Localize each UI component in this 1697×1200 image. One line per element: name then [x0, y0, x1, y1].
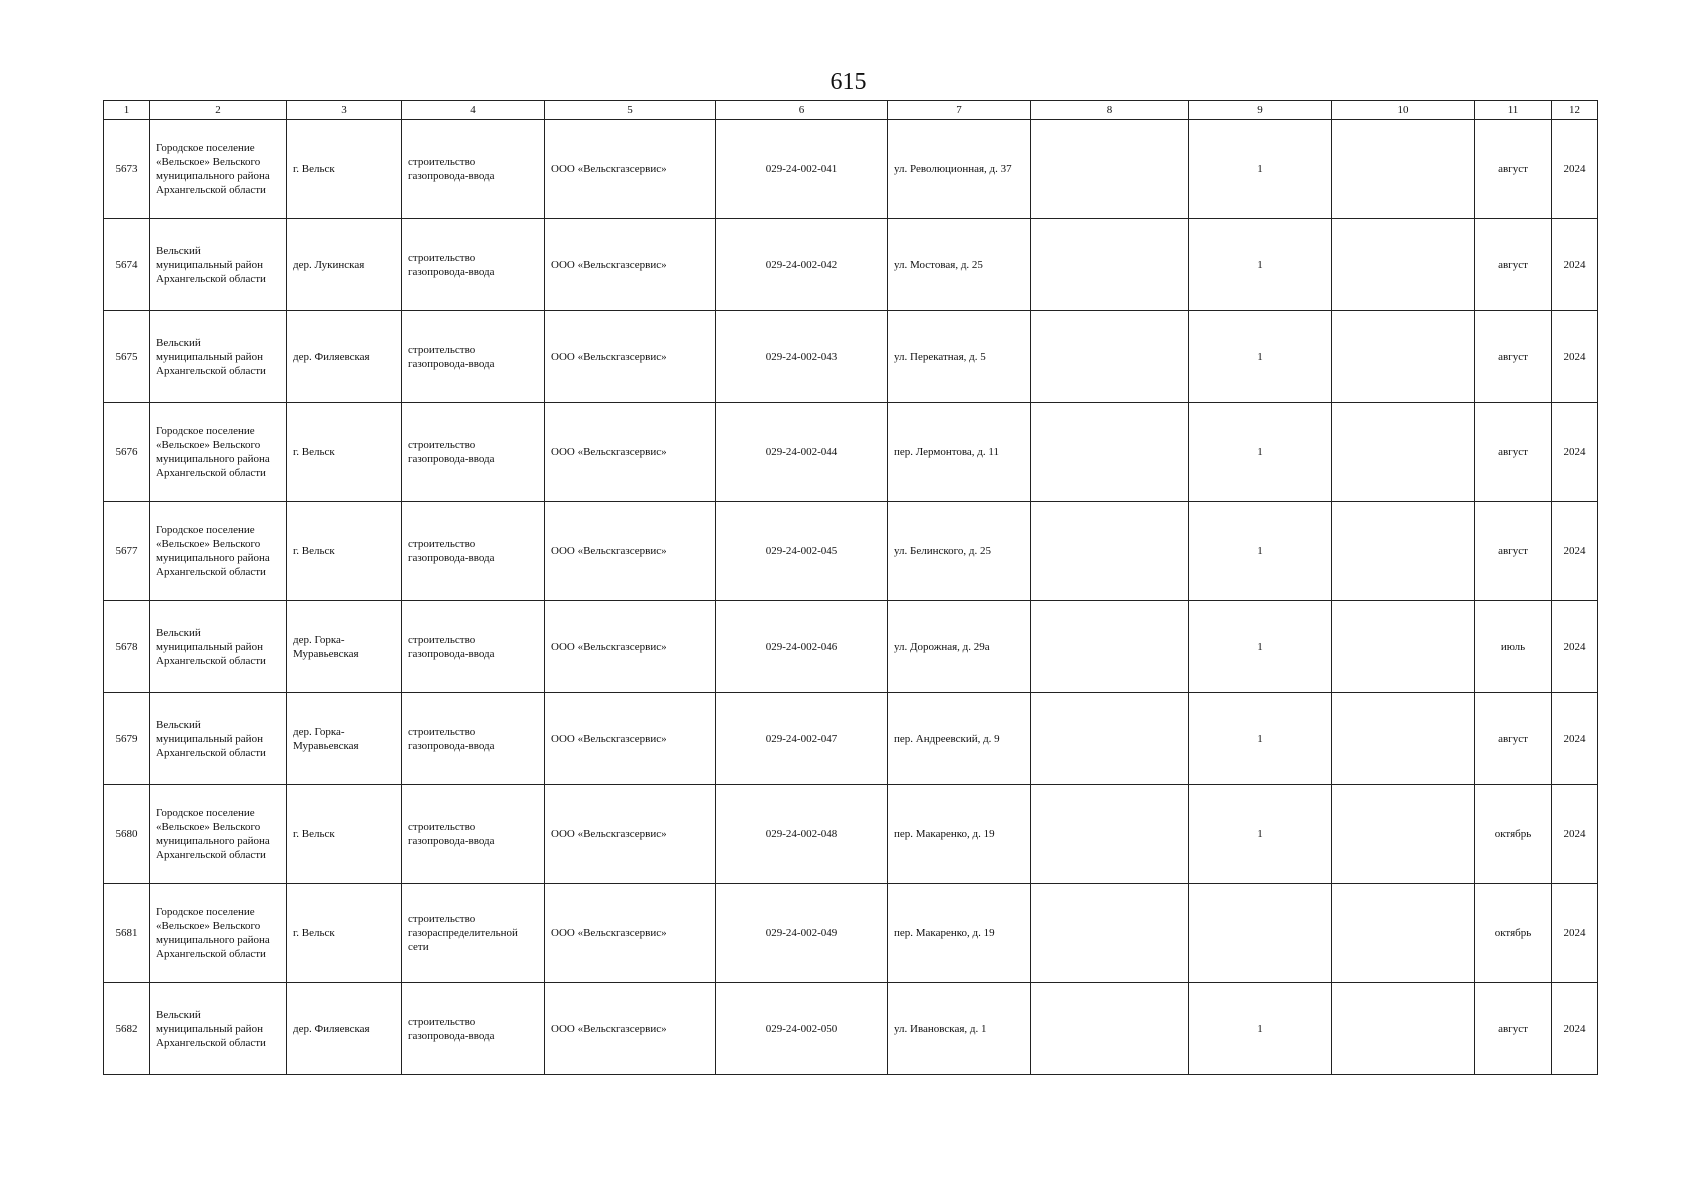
- cell-locality: дер. Лукинская: [287, 219, 402, 311]
- registry-body: [104, 120, 1598, 1075]
- cell-object-code: 029-24-002-041: [716, 120, 888, 219]
- cell-month: октябрь: [1475, 785, 1552, 884]
- cell-organization: ООО «Вельскгазсервис»: [545, 884, 716, 983]
- cell-row-number: 5676: [104, 403, 150, 502]
- cell-quantity: 1: [1189, 311, 1332, 403]
- cell-municipality: Вельский муниципальный район Архангельской области: [150, 983, 287, 1075]
- cell-work-type: строительство газопровода-ввода: [402, 403, 545, 502]
- cell-month: август: [1475, 403, 1552, 502]
- table-row: [104, 785, 1598, 884]
- cell-year: 2024: [1552, 983, 1598, 1075]
- cell-organization: ООО «Вельскгазсервис»: [545, 502, 716, 601]
- cell-row-number: 5673: [104, 120, 150, 219]
- cell-col8: [1031, 403, 1189, 502]
- cell-row-number: 5674: [104, 219, 150, 311]
- cell-organization: ООО «Вельскгазсервис»: [545, 311, 716, 403]
- cell-locality: г. Вельск: [287, 785, 402, 884]
- cell-quantity: [1189, 884, 1332, 983]
- cell-organization: ООО «Вельскгазсервис»: [545, 120, 716, 219]
- cell-quantity: 1: [1189, 403, 1332, 502]
- cell-organization: ООО «Вельскгазсервис»: [545, 693, 716, 785]
- table-row: [104, 120, 1598, 219]
- cell-address: пер. Лермонтова, д. 11: [888, 403, 1031, 502]
- cell-object-code: 029-24-002-045: [716, 502, 888, 601]
- cell-col10: [1332, 502, 1475, 601]
- cell-locality: дер. Горка-Муравьевская: [287, 693, 402, 785]
- cell-year: 2024: [1552, 693, 1598, 785]
- cell-col10: [1332, 601, 1475, 693]
- cell-municipality: Городское поселение «Вельское» Вельского муниципального района Архангельской области: [150, 884, 287, 983]
- cell-municipality: Городское поселение «Вельское» Вельского муниципального района Архангельской области: [150, 502, 287, 601]
- cell-row-number: 5679: [104, 693, 150, 785]
- cell-col10: [1332, 403, 1475, 502]
- column-header: 5: [545, 101, 716, 120]
- cell-year: 2024: [1552, 219, 1598, 311]
- cell-year: 2024: [1552, 403, 1598, 502]
- column-header: 12: [1552, 101, 1598, 120]
- cell-object-code: 029-24-002-050: [716, 983, 888, 1075]
- cell-municipality: Вельский муниципальный район Архангельской области: [150, 601, 287, 693]
- column-header: 11: [1475, 101, 1552, 120]
- cell-address: пер. Макаренко, д. 19: [888, 884, 1031, 983]
- cell-month: июль: [1475, 601, 1552, 693]
- cell-col10: [1332, 983, 1475, 1075]
- page-number: 615: [830, 69, 867, 95]
- column-header: 9: [1189, 101, 1332, 120]
- column-header: 6: [716, 101, 888, 120]
- column-header: 1: [104, 101, 150, 120]
- cell-organization: ООО «Вельскгазсервис»: [545, 601, 716, 693]
- cell-object-code: 029-24-002-047: [716, 693, 888, 785]
- cell-col8: [1031, 219, 1189, 311]
- table-row: [104, 601, 1598, 693]
- cell-municipality: Городское поселение «Вельское» Вельского муниципального района Архангельской области: [150, 785, 287, 884]
- cell-month: август: [1475, 219, 1552, 311]
- cell-quantity: 1: [1189, 219, 1332, 311]
- cell-work-type: строительство газораспределительной сети: [402, 884, 545, 983]
- cell-row-number: 5677: [104, 502, 150, 601]
- cell-locality: г. Вельск: [287, 884, 402, 983]
- cell-year: 2024: [1552, 601, 1598, 693]
- cell-organization: ООО «Вельскгазсервис»: [545, 785, 716, 884]
- cell-col8: [1031, 693, 1189, 785]
- cell-address: ул. Дорожная, д. 29а: [888, 601, 1031, 693]
- cell-work-type: строительство газопровода-ввода: [402, 219, 545, 311]
- cell-locality: дер. Горка-Муравьевская: [287, 601, 402, 693]
- cell-locality: г. Вельск: [287, 403, 402, 502]
- cell-month: август: [1475, 502, 1552, 601]
- cell-locality: дер. Филяевская: [287, 311, 402, 403]
- cell-locality: г. Вельск: [287, 502, 402, 601]
- cell-municipality: Вельский муниципальный район Архангельской области: [150, 693, 287, 785]
- cell-work-type: строительство газопровода-ввода: [402, 601, 545, 693]
- header-row: [104, 101, 1598, 120]
- cell-quantity: 1: [1189, 601, 1332, 693]
- cell-address: ул. Революционная, д. 37: [888, 120, 1031, 219]
- cell-col10: [1332, 693, 1475, 785]
- cell-object-code: 029-24-002-042: [716, 219, 888, 311]
- cell-address: ул. Перекатная, д. 5: [888, 311, 1031, 403]
- cell-work-type: строительство газопровода-ввода: [402, 983, 545, 1075]
- cell-quantity: 1: [1189, 502, 1332, 601]
- cell-address: пер. Андреевский, д. 9: [888, 693, 1031, 785]
- cell-address: пер. Макаренко, д. 19: [888, 785, 1031, 884]
- cell-month: август: [1475, 311, 1552, 403]
- cell-municipality: Вельский муниципальный район Архангельской области: [150, 311, 287, 403]
- cell-organization: ООО «Вельскгазсервис»: [545, 403, 716, 502]
- table-row: [104, 311, 1598, 403]
- cell-row-number: 5682: [104, 983, 150, 1075]
- cell-col8: [1031, 884, 1189, 983]
- cell-quantity: 1: [1189, 983, 1332, 1075]
- cell-municipality: Городское поселение «Вельское» Вельского муниципального района Архангельской области: [150, 403, 287, 502]
- cell-object-code: 029-24-002-043: [716, 311, 888, 403]
- cell-year: 2024: [1552, 884, 1598, 983]
- cell-col10: [1332, 311, 1475, 403]
- cell-col10: [1332, 884, 1475, 983]
- table-row: [104, 219, 1598, 311]
- column-header: 3: [287, 101, 402, 120]
- cell-address: ул. Мостовая, д. 25: [888, 219, 1031, 311]
- cell-object-code: 029-24-002-046: [716, 601, 888, 693]
- cell-object-code: 029-24-002-049: [716, 884, 888, 983]
- table-row: [104, 693, 1598, 785]
- cell-col10: [1332, 219, 1475, 311]
- cell-locality: дер. Филяевская: [287, 983, 402, 1075]
- column-header: 8: [1031, 101, 1189, 120]
- cell-organization: ООО «Вельскгазсервис»: [545, 219, 716, 311]
- cell-year: 2024: [1552, 120, 1598, 219]
- cell-object-code: 029-24-002-044: [716, 403, 888, 502]
- registry-table: [103, 100, 1598, 1075]
- cell-col8: [1031, 983, 1189, 1075]
- column-header: 2: [150, 101, 287, 120]
- cell-work-type: строительство газопровода-ввода: [402, 693, 545, 785]
- cell-month: август: [1475, 983, 1552, 1075]
- cell-work-type: строительство газопровода-ввода: [402, 785, 545, 884]
- cell-row-number: 5680: [104, 785, 150, 884]
- cell-month: август: [1475, 693, 1552, 785]
- cell-address: ул. Белинского, д. 25: [888, 502, 1031, 601]
- cell-row-number: 5675: [104, 311, 150, 403]
- table-row: [104, 884, 1598, 983]
- cell-col10: [1332, 785, 1475, 884]
- cell-municipality: Вельский муниципальный район Архангельской области: [150, 219, 287, 311]
- cell-work-type: строительство газопровода-ввода: [402, 120, 545, 219]
- table-row: [104, 502, 1598, 601]
- table-row: [104, 403, 1598, 502]
- cell-municipality: Городское поселение «Вельское» Вельского муниципального района Архангельской области: [150, 120, 287, 219]
- cell-row-number: 5681: [104, 884, 150, 983]
- cell-month: октябрь: [1475, 884, 1552, 983]
- cell-quantity: 1: [1189, 120, 1332, 219]
- cell-col8: [1031, 311, 1189, 403]
- cell-year: 2024: [1552, 785, 1598, 884]
- cell-quantity: 1: [1189, 693, 1332, 785]
- column-header: 4: [402, 101, 545, 120]
- cell-organization: ООО «Вельскгазсервис»: [545, 983, 716, 1075]
- cell-locality: г. Вельск: [287, 120, 402, 219]
- cell-col8: [1031, 601, 1189, 693]
- cell-month: август: [1475, 120, 1552, 219]
- cell-quantity: 1: [1189, 785, 1332, 884]
- cell-col10: [1332, 120, 1475, 219]
- cell-year: 2024: [1552, 311, 1598, 403]
- column-header: 7: [888, 101, 1031, 120]
- column-header: 10: [1332, 101, 1475, 120]
- cell-work-type: строительство газопровода-ввода: [402, 502, 545, 601]
- cell-col8: [1031, 785, 1189, 884]
- cell-row-number: 5678: [104, 601, 150, 693]
- cell-col8: [1031, 120, 1189, 219]
- table-row: [104, 983, 1598, 1075]
- cell-object-code: 029-24-002-048: [716, 785, 888, 884]
- cell-year: 2024: [1552, 502, 1598, 601]
- cell-col8: [1031, 502, 1189, 601]
- cell-address: ул. Ивановская, д. 1: [888, 983, 1031, 1075]
- cell-work-type: строительство газопровода-ввода: [402, 311, 545, 403]
